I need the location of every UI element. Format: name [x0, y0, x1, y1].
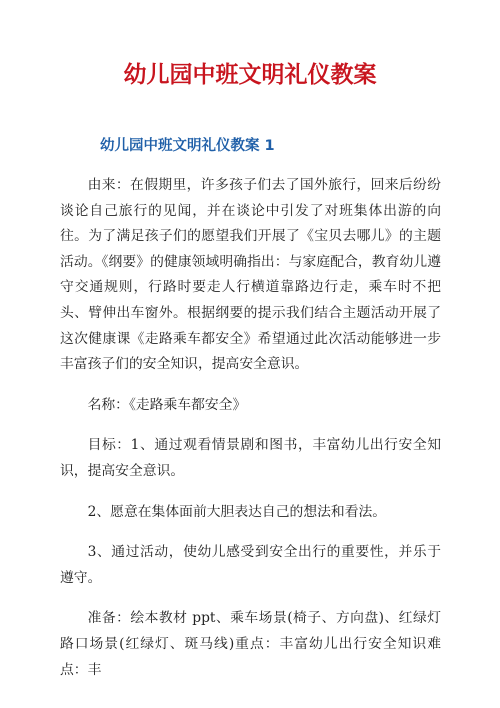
- paragraph-goal-2: 2、愿意在集体面前大胆表达自己的想法和看法。: [87, 503, 387, 520]
- paragraph-preparation: 准备：绘本教材 ppt、乘车场景(椅子、方向盘)、红绿灯路口场景(红绿灯、斑马线)重点：丰富幼儿出行安全知识难点：丰: [60, 610, 441, 678]
- paragraph-name: 名称：《走路乘车都安全》: [87, 396, 247, 413]
- paragraph-goal-1: 目标：1、通过观看情景剧和图书，丰富幼儿出行安全知识，提高安全意识。: [60, 437, 441, 479]
- paragraph-goal-3: 3、通过活动，使幼儿感受到安全出行的重要性，并乐于遵守。: [60, 544, 441, 586]
- paragraph-origin: 由来：在假期里，许多孩子们去了国外旅行，回来后纷纷谈论自己旅行的见闻，并在谈论中引发了对班集体出游的向往。为了满足孩子们的愿望我们开展了《宝贝去哪儿》的主题活动。《纲要》的健康领域明确指出：与家庭配合，教育幼儿遵守交通规则，行路时要走人行横道靠路边行走，乘车时不把头、臂伸出车窗外。根据纲要的提示我们结合主题活动开展了这次健康课《走路乘车都安全》希望通过此次活动能够进一步丰富孩子们的安全知识，提高安全意识。: [60, 177, 441, 373]
- section-title: 幼儿园中班文明礼仪教案 1: [100, 138, 275, 154]
- document-title: 幼儿园中班文明礼仪教案: [123, 62, 377, 88]
- document-body: [60, 173, 441, 698]
